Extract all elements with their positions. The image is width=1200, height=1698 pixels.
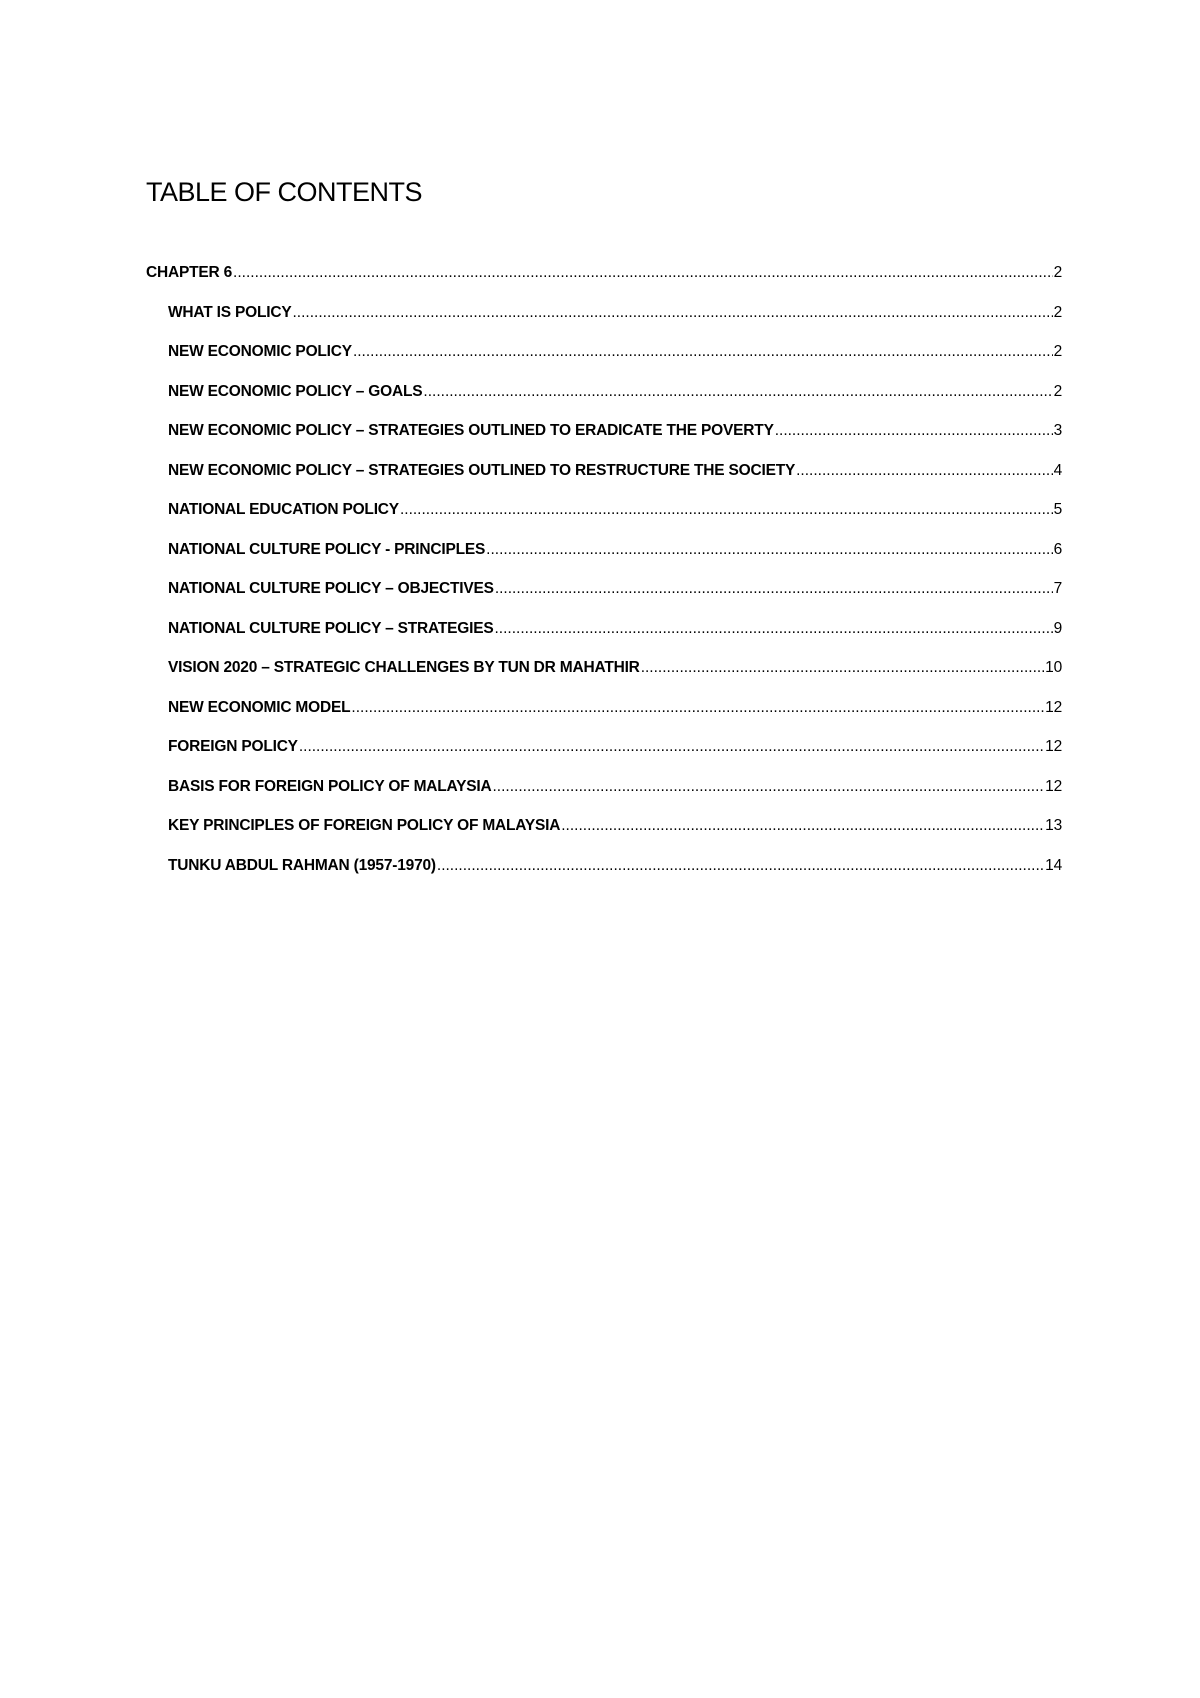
toc-entry-page-number: 7 <box>1053 580 1062 597</box>
toc-dot-leader <box>299 732 1044 762</box>
toc-entry-page-number: 3 <box>1053 422 1062 439</box>
toc-entry-page-number: 9 <box>1053 619 1062 637</box>
toc-entry-national-education-policy[interactable] <box>146 495 1062 535</box>
toc-entry-page-number: 5 <box>1053 501 1062 518</box>
toc-entry-title: BASIS FOR FOREIGN POLICY OF MALAYSIA <box>168 777 492 795</box>
toc-entry-page-number: 12 <box>1045 738 1062 755</box>
toc-entry-page-number: 6 <box>1053 540 1062 558</box>
toc-entry-title: NEW ECONOMIC POLICY – STRATEGIES OUTLINED TO ERADICATE THE POVERTY <box>168 422 774 439</box>
toc-dot-leader <box>437 851 1044 881</box>
toc-entry-page-number: 12 <box>1045 777 1062 795</box>
toc-entry-title: NATIONAL CULTURE POLICY - PRINCIPLES <box>168 540 486 558</box>
toc-entry-title: NEW ECONOMIC MODEL <box>168 698 351 716</box>
toc-list <box>146 258 1062 890</box>
toc-entry-culture-strategies[interactable] <box>146 614 1062 654</box>
toc-entry-nep-goals[interactable] <box>146 377 1062 417</box>
toc-dot-leader <box>423 377 1052 407</box>
toc-dot-leader <box>293 298 1053 328</box>
toc-entry-key-principles-foreign-policy[interactable] <box>146 811 1062 851</box>
toc-entry-nep-restructure-society[interactable] <box>146 456 1062 496</box>
toc-entry-page-number: 13 <box>1045 817 1062 834</box>
toc-entry-page-number: 12 <box>1045 698 1062 716</box>
page-title: TABLE OF CONTENTS <box>146 177 423 207</box>
toc-entry-title: CHAPTER 6 <box>146 264 233 281</box>
toc-entry-title: NEW ECONOMIC POLICY – GOALS <box>168 382 423 400</box>
toc-entry-page-number: 2 <box>1053 264 1062 281</box>
toc-entry-title: TUNKU ABDUL RAHMAN (1957-1970) <box>168 856 436 874</box>
toc-entry-page-number: 2 <box>1053 303 1062 321</box>
toc-entry-title: WHAT IS POLICY <box>168 303 292 321</box>
toc-entry-title: NATIONAL CULTURE POLICY – OBJECTIVES <box>168 580 494 597</box>
toc-entry-title: FOREIGN POLICY <box>168 738 298 755</box>
toc-dot-leader <box>775 416 1053 446</box>
toc-entry-new-economic-model[interactable] <box>146 693 1062 733</box>
toc-entry-title: NEW ECONOMIC POLICY <box>168 343 352 360</box>
toc-entry-page-number: 10 <box>1045 659 1062 676</box>
toc-dot-leader <box>353 337 1053 367</box>
toc-entry-tunku-abdul-rahman[interactable] <box>146 851 1062 891</box>
toc-entry-title: VISION 2020 – STRATEGIC CHALLENGES BY TUN DR MAHATHIR <box>168 659 640 676</box>
toc-entry-page-number: 2 <box>1053 343 1062 360</box>
toc-entry-foreign-policy[interactable] <box>146 732 1062 772</box>
toc-dot-leader <box>561 811 1044 841</box>
toc-dot-leader <box>641 653 1044 683</box>
toc-entry-title: NATIONAL CULTURE POLICY – STRATEGIES <box>168 619 494 637</box>
toc-entry-basis-foreign-policy[interactable] <box>146 772 1062 812</box>
toc-entry-culture-objectives[interactable] <box>146 574 1062 614</box>
toc-dot-leader <box>486 535 1052 565</box>
toc-dot-leader <box>233 258 1053 288</box>
toc-dot-leader <box>493 772 1045 802</box>
toc-dot-leader <box>400 495 1053 525</box>
toc-entry-new-economic-policy[interactable] <box>146 337 1062 377</box>
toc-dot-leader <box>495 614 1053 644</box>
toc-entry-title: KEY PRINCIPLES OF FOREIGN POLICY OF MALAYSIA <box>168 817 561 834</box>
toc-dot-leader <box>495 574 1053 604</box>
toc-entry-page-number: 2 <box>1053 382 1062 400</box>
toc-entry-chapter-6[interactable] <box>146 258 1062 298</box>
toc-entry-title: NATIONAL EDUCATION POLICY <box>168 501 399 518</box>
toc-entry-page-number: 4 <box>1053 461 1062 479</box>
toc-entry-vision-2020[interactable] <box>146 653 1062 693</box>
toc-entry-title: NEW ECONOMIC POLICY – STRATEGIES OUTLINED TO RESTRUCTURE THE SOCIETY <box>168 461 796 479</box>
toc-dot-leader <box>351 693 1044 723</box>
toc-entry-page-number: 14 <box>1045 856 1062 874</box>
toc-entry-culture-principles[interactable] <box>146 535 1062 575</box>
toc-entry-what-is-policy[interactable] <box>146 298 1062 338</box>
toc-dot-leader <box>796 456 1052 486</box>
toc-entry-nep-eradicate-poverty[interactable] <box>146 416 1062 456</box>
